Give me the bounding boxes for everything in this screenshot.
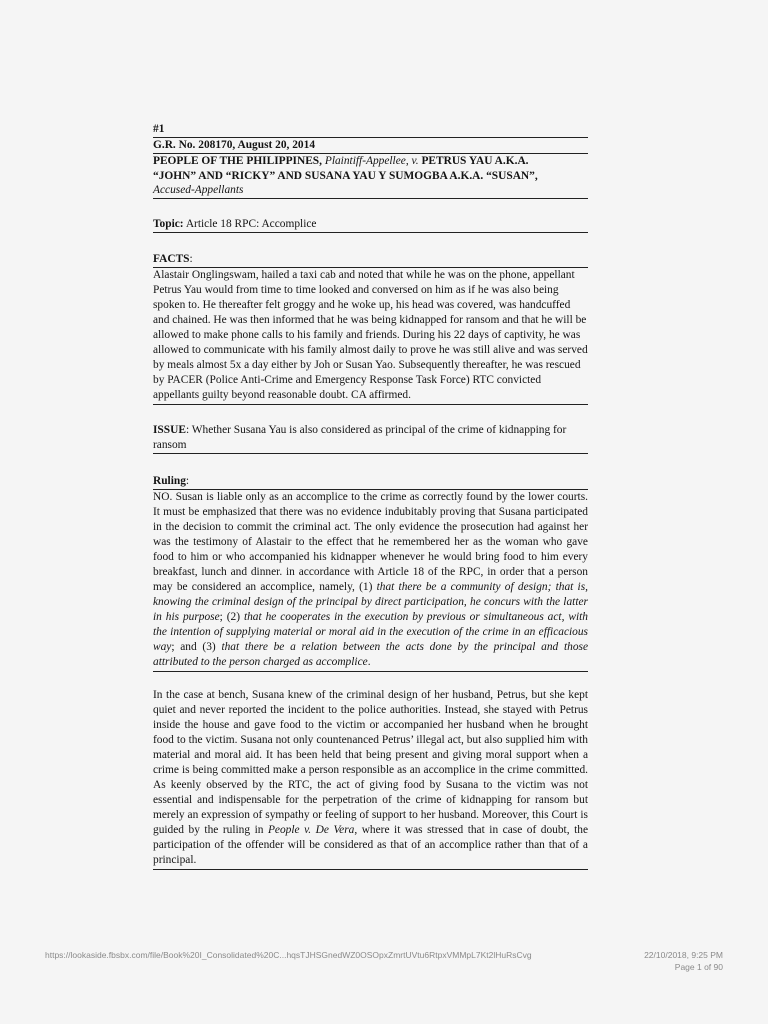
ruling-p2-text-b: , where it was stressed that in case of doubt, the participation of the offender will be considered as that of an accomplice rather than that of a principal.: [153, 823, 588, 866]
issue-block: [153, 423, 588, 454]
ruling-p1-requisite-2: that he cooperates in the execution by previous or simultaneous act, with the intention of supplying material or moral aid in the execution of the crime in an efficacious way: [153, 610, 588, 653]
caption-separator: ,: [405, 155, 412, 167]
facts-label: FACTS: [153, 252, 190, 265]
caption-accused-role: Accused-Appellants: [153, 184, 244, 196]
caption-versus: v.: [411, 155, 419, 167]
caption-plaintiff: PEOPLE OF THE PHILIPPINES,: [153, 155, 322, 167]
ruling-colon: :: [185, 474, 190, 487]
footer-meta: [644, 949, 723, 973]
issue-text: : Whether Susana Yau is also considered as principal of the crime of kidnapping for ransom: [153, 423, 567, 451]
ruling-heading: [153, 474, 588, 490]
facts-body: Alastair Onglingswam, hailed a taxi cab and noted that while he was on the phone, appellant Petrus Yau would from time to time looked and conversed on him as if he was also being spoken to. He thereafter felt groggy and he woke up, his head was covered, was handcuffed and chained. He was then informed that he was being kidnapped for ransom and that he will be allowed to make phone calls to his family and friends. During his 22 days of captivity, he was allowed to communicate with his family almost daily to prove he was still alive and was served by meals almost 5x a day either by Joh or Susan Yao. Subsequently thereafter, he was rescued by PACER (Police Anti-Crime and Emergency Response Task Force) RTC convicted appellants guilty beyond reasonable doubt. CA affirmed.: [153, 268, 588, 405]
ruling-p1-requisite-1: that there be a community of design; that is, knowing the criminal design of the principal by direct participation, he concurs with the latter in his purpose: [153, 580, 588, 623]
gr-number: G.R. No. 208170, August 20, 2014: [153, 138, 588, 154]
ruling-p1-requisite-3: that there be a relation between the acts done by the principal and those attributed to the person charged as accomplice: [153, 640, 588, 668]
ruling-p1-text-b: ; (2): [219, 610, 241, 623]
topic-line: [153, 217, 588, 233]
ruling-p2-case-citation: People v. De Vera: [267, 823, 355, 836]
footer-datetime: 22/10/2018, 9:25 PM: [644, 950, 723, 960]
ruling-label: Ruling: [153, 474, 186, 487]
issue-label: ISSUE: [153, 423, 186, 436]
ruling-paragraph-1: [153, 490, 588, 672]
caption-plaintiff-role: Plaintiff-Appellee: [324, 155, 406, 167]
facts-colon: :: [189, 252, 193, 265]
ruling-p1-text-d: .: [367, 655, 371, 668]
facts-heading: [153, 252, 588, 268]
case-caption: [153, 154, 588, 199]
ruling-paragraph-2: [153, 688, 588, 870]
footer-page-number: Page 1 of 90: [674, 962, 723, 972]
ruling-p1-text-c: ; and (3): [171, 640, 216, 653]
topic-text: Article 18 RPC: Accomplice: [183, 217, 317, 230]
case-digest: [153, 122, 588, 870]
caption-accused-1: PETRUS YAU A.K.A.: [418, 155, 529, 167]
ruling-p2-text-a: In the case at bench, Susana knew of the criminal design of her husband, Petrus, but she kept quiet and never reported the incident to the police authorities. Instead, she stayed with Petrus inside the house and gave food to the victim or accompanied her husband when he brought food to the victim. Susana not only countenanced Petrus’ illegal act, but also supplied him with material and moral aid. It has been held that being present and giving moral support when a crime is being committed make a person responsible as an accomplice in the crime committed. As keenly observed by the RTC, the act of giving food by Susana to the victim was not essential and indispensable for the perpetration of the crime of kidnapping for ransom but merely an expression of sympathy or feeling of support to her husband. Moreover, this Court is guided by the ruling in: [153, 688, 588, 836]
footer-url: https://lookaside.fbsbx.com/file/Book%20I_Consolidated%20C...hqsTJHSGnedWZ0OSOpxZmrtUVtu6RtpxVMMpL7Kt2lHuRsCvg: [45, 950, 532, 960]
topic-label: Topic:: [153, 217, 184, 230]
ruling-p1-text-a: NO. Susan is liable only as an accomplice to the crime as correctly found by the lower courts. It must be emphasized that there was no evidence indubitably proving that Susana participated in the decision to commit the criminal act. The only evidence the prosecution had against her was the testimony of Alastair to the effect that he remembered her as the woman who gave food to him or who accompanied his kidnapper whenever he would bring food to him every breakfast, lunch and dinner. in accordance with Article 18 of the RPC, in order that a person may be considered an accomplice, namely, (1): [153, 490, 588, 593]
caption-accused-2: “JOHN” AND “RICKY” AND SUSANA YAU Y SUMOGBA A.K.A. “SUSAN”,: [153, 169, 538, 182]
case-number: #1: [153, 122, 588, 138]
